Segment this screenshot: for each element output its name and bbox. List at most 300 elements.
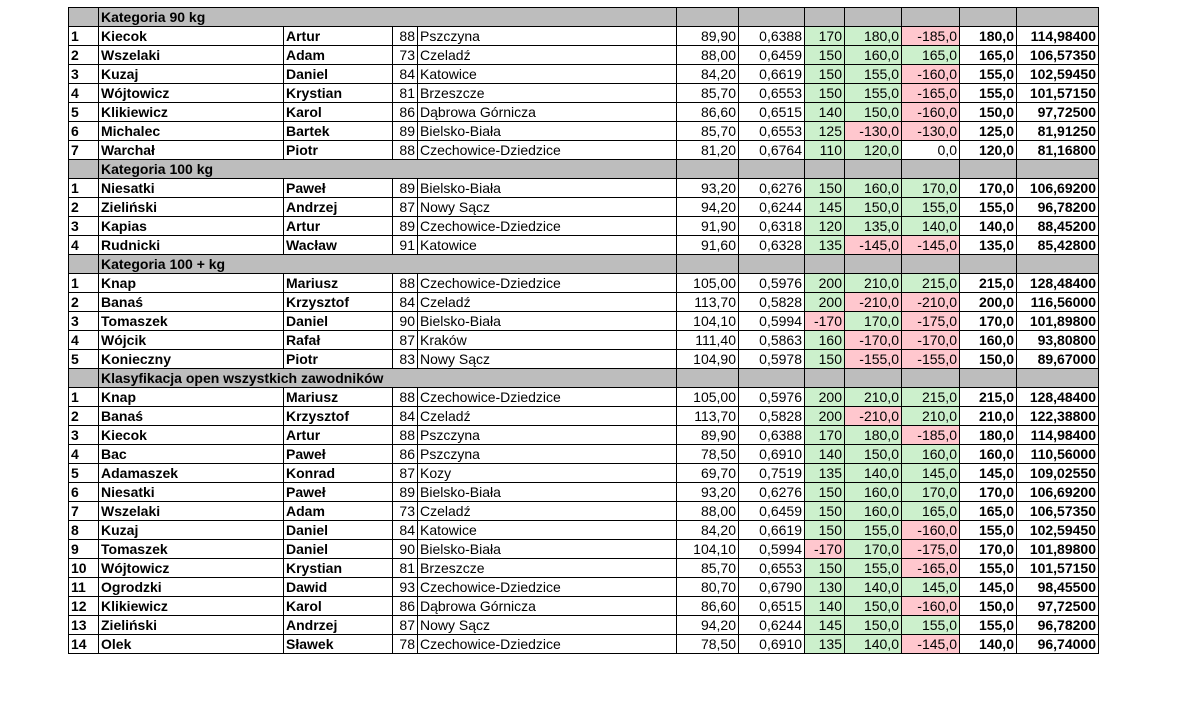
firstname-cell: Dawid bbox=[284, 578, 393, 597]
surname-cell: Wszelaki bbox=[99, 502, 284, 521]
firstname-cell: Artur bbox=[284, 217, 393, 236]
header-blank-cell bbox=[845, 160, 902, 179]
attempt-3-cell: -210,0 bbox=[902, 293, 960, 312]
header-blank-cell bbox=[1017, 160, 1099, 179]
attempt-1-cell: 150 bbox=[805, 179, 845, 198]
city-cell: Czeladź bbox=[418, 407, 677, 426]
birth-year-cell: 88 bbox=[393, 388, 418, 407]
category-title: Kategoria 90 kg bbox=[99, 8, 677, 27]
table-row bbox=[69, 559, 1099, 578]
attempt-3-cell: 140,0 bbox=[902, 217, 960, 236]
attempt-2-cell: 150,0 bbox=[845, 445, 902, 464]
surname-cell: Wójtowicz bbox=[99, 84, 284, 103]
category-header-row bbox=[69, 8, 1099, 27]
points-cell: 122,38800 bbox=[1017, 407, 1099, 426]
result-cell: 215,0 bbox=[960, 388, 1017, 407]
rank-cell: 4 bbox=[69, 84, 99, 103]
result-cell: 160,0 bbox=[960, 331, 1017, 350]
attempt-1-cell: 125 bbox=[805, 122, 845, 141]
attempt-1-cell: 170 bbox=[805, 426, 845, 445]
attempt-2-cell: 155,0 bbox=[845, 84, 902, 103]
firstname-cell: Andrzej bbox=[284, 198, 393, 217]
header-blank-cell bbox=[960, 8, 1017, 27]
city-cell: Czechowice-Dziedzice bbox=[418, 274, 677, 293]
header-blank-cell bbox=[805, 8, 845, 27]
city-cell: Nowy Sącz bbox=[418, 616, 677, 635]
header-blank-cell bbox=[902, 8, 960, 27]
rank-cell: 8 bbox=[69, 521, 99, 540]
birth-year-cell: 83 bbox=[393, 350, 418, 369]
coefficient-cell: 0,5978 bbox=[739, 350, 805, 369]
table-row bbox=[69, 84, 1099, 103]
bodyweight-cell: 104,90 bbox=[677, 350, 739, 369]
firstname-cell: Paweł bbox=[284, 483, 393, 502]
firstname-cell: Karol bbox=[284, 103, 393, 122]
attempt-3-cell: 155,0 bbox=[902, 198, 960, 217]
firstname-cell: Piotr bbox=[284, 350, 393, 369]
table-row bbox=[69, 407, 1099, 426]
bodyweight-cell: 105,00 bbox=[677, 274, 739, 293]
attempt-2-cell: 155,0 bbox=[845, 65, 902, 84]
rank-cell: 2 bbox=[69, 407, 99, 426]
attempt-2-cell: 150,0 bbox=[845, 597, 902, 616]
attempt-3-cell: 165,0 bbox=[902, 46, 960, 65]
birth-year-cell: 78 bbox=[393, 635, 418, 654]
attempt-3-cell: 155,0 bbox=[902, 616, 960, 635]
header-blank-cell bbox=[739, 369, 805, 388]
table-row bbox=[69, 293, 1099, 312]
surname-cell: Klikiewicz bbox=[99, 103, 284, 122]
header-blank-cell bbox=[739, 160, 805, 179]
city-cell: Nowy Sącz bbox=[418, 350, 677, 369]
rank-cell: 2 bbox=[69, 293, 99, 312]
coefficient-cell: 0,6553 bbox=[739, 84, 805, 103]
table-row bbox=[69, 616, 1099, 635]
bodyweight-cell: 81,20 bbox=[677, 141, 739, 160]
birth-year-cell: 84 bbox=[393, 65, 418, 84]
header-blank-cell bbox=[1017, 8, 1099, 27]
result-cell: 145,0 bbox=[960, 464, 1017, 483]
attempt-1-cell: 135 bbox=[805, 635, 845, 654]
city-cell: Bielsko-Biała bbox=[418, 122, 677, 141]
table-row bbox=[69, 597, 1099, 616]
coefficient-cell: 0,6276 bbox=[739, 179, 805, 198]
rank-cell: 2 bbox=[69, 46, 99, 65]
surname-cell: Wójcik bbox=[99, 331, 284, 350]
firstname-cell: Rafał bbox=[284, 331, 393, 350]
surname-cell: Wszelaki bbox=[99, 46, 284, 65]
surname-cell: Knap bbox=[99, 274, 284, 293]
attempt-2-cell: 120,0 bbox=[845, 141, 902, 160]
bodyweight-cell: 91,60 bbox=[677, 236, 739, 255]
city-cell: Dąbrowa Górnicza bbox=[418, 597, 677, 616]
result-cell: 155,0 bbox=[960, 198, 1017, 217]
city-cell: Katowice bbox=[418, 521, 677, 540]
bodyweight-cell: 93,20 bbox=[677, 483, 739, 502]
attempt-3-cell: 210,0 bbox=[902, 407, 960, 426]
rank-cell: 7 bbox=[69, 141, 99, 160]
result-cell: 215,0 bbox=[960, 274, 1017, 293]
surname-cell: Klikiewicz bbox=[99, 597, 284, 616]
city-cell: Brzeszcze bbox=[418, 84, 677, 103]
bodyweight-cell: 94,20 bbox=[677, 198, 739, 217]
attempt-2-cell: 160,0 bbox=[845, 502, 902, 521]
surname-cell: Banaś bbox=[99, 407, 284, 426]
coefficient-cell: 0,5976 bbox=[739, 274, 805, 293]
points-cell: 102,59450 bbox=[1017, 521, 1099, 540]
attempt-1-cell: 170 bbox=[805, 27, 845, 46]
attempt-2-cell: -155,0 bbox=[845, 350, 902, 369]
points-cell: 116,56000 bbox=[1017, 293, 1099, 312]
firstname-cell: Konrad bbox=[284, 464, 393, 483]
attempt-2-cell: 170,0 bbox=[845, 540, 902, 559]
firstname-cell: Paweł bbox=[284, 445, 393, 464]
attempt-2-cell: -210,0 bbox=[845, 407, 902, 426]
table-row bbox=[69, 179, 1099, 198]
rank-cell: 3 bbox=[69, 312, 99, 331]
birth-year-cell: 87 bbox=[393, 464, 418, 483]
points-cell: 97,72500 bbox=[1017, 103, 1099, 122]
attempt-3-cell: -160,0 bbox=[902, 103, 960, 122]
bodyweight-cell: 111,40 bbox=[677, 331, 739, 350]
city-cell: Czechowice-Dziedzice bbox=[418, 635, 677, 654]
rank-cell: 4 bbox=[69, 445, 99, 464]
table-row bbox=[69, 426, 1099, 445]
city-cell: Czeladź bbox=[418, 293, 677, 312]
attempt-1-cell: 130 bbox=[805, 578, 845, 597]
birth-year-cell: 81 bbox=[393, 559, 418, 578]
bodyweight-cell: 113,70 bbox=[677, 293, 739, 312]
bodyweight-cell: 69,70 bbox=[677, 464, 739, 483]
header-blank-cell bbox=[69, 369, 99, 388]
result-cell: 170,0 bbox=[960, 540, 1017, 559]
firstname-cell: Krystian bbox=[284, 559, 393, 578]
coefficient-cell: 0,6459 bbox=[739, 502, 805, 521]
firstname-cell: Mariusz bbox=[284, 274, 393, 293]
points-cell: 96,74000 bbox=[1017, 635, 1099, 654]
bodyweight-cell: 91,90 bbox=[677, 217, 739, 236]
attempt-3-cell: -155,0 bbox=[902, 350, 960, 369]
attempt-3-cell: -175,0 bbox=[902, 540, 960, 559]
result-cell: 150,0 bbox=[960, 350, 1017, 369]
attempt-1-cell: 200 bbox=[805, 293, 845, 312]
table-row bbox=[69, 388, 1099, 407]
bodyweight-cell: 78,50 bbox=[677, 445, 739, 464]
surname-cell: Ogrodzki bbox=[99, 578, 284, 597]
header-blank-cell bbox=[1017, 255, 1099, 274]
header-blank-cell bbox=[902, 255, 960, 274]
bodyweight-cell: 78,50 bbox=[677, 635, 739, 654]
table-row bbox=[69, 236, 1099, 255]
rank-cell: 4 bbox=[69, 236, 99, 255]
attempt-1-cell: 150 bbox=[805, 521, 845, 540]
attempt-3-cell: 0,0 bbox=[902, 141, 960, 160]
points-cell: 101,57150 bbox=[1017, 559, 1099, 578]
result-cell: 125,0 bbox=[960, 122, 1017, 141]
attempt-1-cell: 150 bbox=[805, 84, 845, 103]
header-blank-cell bbox=[960, 160, 1017, 179]
attempt-3-cell: -185,0 bbox=[902, 27, 960, 46]
coefficient-cell: 0,6244 bbox=[739, 616, 805, 635]
attempt-2-cell: 170,0 bbox=[845, 312, 902, 331]
result-cell: 180,0 bbox=[960, 27, 1017, 46]
birth-year-cell: 89 bbox=[393, 217, 418, 236]
rank-cell: 13 bbox=[69, 616, 99, 635]
coefficient-cell: 0,6515 bbox=[739, 103, 805, 122]
header-blank-cell bbox=[739, 255, 805, 274]
firstname-cell: Artur bbox=[284, 426, 393, 445]
attempt-3-cell: -130,0 bbox=[902, 122, 960, 141]
rank-cell: 14 bbox=[69, 635, 99, 654]
rank-cell: 9 bbox=[69, 540, 99, 559]
birth-year-cell: 93 bbox=[393, 578, 418, 597]
surname-cell: Zieliński bbox=[99, 616, 284, 635]
header-blank-cell bbox=[845, 255, 902, 274]
birth-year-cell: 88 bbox=[393, 141, 418, 160]
attempt-3-cell: 165,0 bbox=[902, 502, 960, 521]
points-cell: 93,80800 bbox=[1017, 331, 1099, 350]
attempt-3-cell: 170,0 bbox=[902, 483, 960, 502]
surname-cell: Niesatki bbox=[99, 179, 284, 198]
rank-cell: 12 bbox=[69, 597, 99, 616]
bodyweight-cell: 86,60 bbox=[677, 597, 739, 616]
result-cell: 160,0 bbox=[960, 445, 1017, 464]
header-blank-cell bbox=[960, 369, 1017, 388]
table-row bbox=[69, 27, 1099, 46]
firstname-cell: Karol bbox=[284, 597, 393, 616]
rank-cell: 6 bbox=[69, 483, 99, 502]
birth-year-cell: 89 bbox=[393, 179, 418, 198]
header-blank-cell bbox=[805, 369, 845, 388]
city-cell: Czechowice-Dziedzice bbox=[418, 388, 677, 407]
surname-cell: Tomaszek bbox=[99, 312, 284, 331]
attempt-2-cell: 160,0 bbox=[845, 46, 902, 65]
attempt-1-cell: 140 bbox=[805, 597, 845, 616]
attempt-1-cell: 145 bbox=[805, 198, 845, 217]
result-cell: 170,0 bbox=[960, 483, 1017, 502]
attempt-2-cell: 135,0 bbox=[845, 217, 902, 236]
firstname-cell: Daniel bbox=[284, 65, 393, 84]
birth-year-cell: 86 bbox=[393, 445, 418, 464]
header-blank-cell bbox=[69, 8, 99, 27]
rank-cell: 1 bbox=[69, 274, 99, 293]
coefficient-cell: 0,6515 bbox=[739, 597, 805, 616]
attempt-1-cell: 150 bbox=[805, 65, 845, 84]
table-row bbox=[69, 502, 1099, 521]
firstname-cell: Adam bbox=[284, 46, 393, 65]
result-cell: 120,0 bbox=[960, 141, 1017, 160]
table-row bbox=[69, 122, 1099, 141]
table-row bbox=[69, 103, 1099, 122]
surname-cell: Tomaszek bbox=[99, 540, 284, 559]
attempt-2-cell: 160,0 bbox=[845, 179, 902, 198]
birth-year-cell: 90 bbox=[393, 540, 418, 559]
table-row bbox=[69, 331, 1099, 350]
attempt-3-cell: -165,0 bbox=[902, 84, 960, 103]
rank-cell: 5 bbox=[69, 103, 99, 122]
table-row bbox=[69, 483, 1099, 502]
bodyweight-cell: 89,90 bbox=[677, 426, 739, 445]
rank-cell: 3 bbox=[69, 217, 99, 236]
points-cell: 98,45500 bbox=[1017, 578, 1099, 597]
category-title: Kategoria 100 kg bbox=[99, 160, 677, 179]
points-cell: 106,69200 bbox=[1017, 179, 1099, 198]
points-cell: 106,69200 bbox=[1017, 483, 1099, 502]
surname-cell: Warchał bbox=[99, 141, 284, 160]
header-blank-cell bbox=[845, 369, 902, 388]
points-cell: 114,98400 bbox=[1017, 27, 1099, 46]
birth-year-cell: 87 bbox=[393, 331, 418, 350]
coefficient-cell: 0,5976 bbox=[739, 388, 805, 407]
attempt-2-cell: 150,0 bbox=[845, 198, 902, 217]
table-row bbox=[69, 635, 1099, 654]
category-header-row bbox=[69, 369, 1099, 388]
points-cell: 89,67000 bbox=[1017, 350, 1099, 369]
attempt-3-cell: -160,0 bbox=[902, 65, 960, 84]
coefficient-cell: 0,6459 bbox=[739, 46, 805, 65]
city-cell: Katowice bbox=[418, 65, 677, 84]
points-cell: 81,91250 bbox=[1017, 122, 1099, 141]
attempt-1-cell: 150 bbox=[805, 559, 845, 578]
bodyweight-cell: 105,00 bbox=[677, 388, 739, 407]
attempt-3-cell: -165,0 bbox=[902, 559, 960, 578]
city-cell: Bielsko-Biała bbox=[418, 483, 677, 502]
bodyweight-cell: 113,70 bbox=[677, 407, 739, 426]
firstname-cell: Daniel bbox=[284, 521, 393, 540]
surname-cell: Olek bbox=[99, 635, 284, 654]
birth-year-cell: 73 bbox=[393, 46, 418, 65]
birth-year-cell: 90 bbox=[393, 312, 418, 331]
header-blank-cell bbox=[677, 160, 739, 179]
result-cell: 140,0 bbox=[960, 217, 1017, 236]
attempt-1-cell: 140 bbox=[805, 103, 845, 122]
attempt-3-cell: -160,0 bbox=[902, 521, 960, 540]
city-cell: Katowice bbox=[418, 236, 677, 255]
header-blank-cell bbox=[739, 8, 805, 27]
attempt-3-cell: -160,0 bbox=[902, 597, 960, 616]
coefficient-cell: 0,5828 bbox=[739, 407, 805, 426]
surname-cell: Adamaszek bbox=[99, 464, 284, 483]
attempt-2-cell: 180,0 bbox=[845, 27, 902, 46]
city-cell: Czechowice-Dziedzice bbox=[418, 578, 677, 597]
city-cell: Bielsko-Biała bbox=[418, 179, 677, 198]
points-cell: 106,57350 bbox=[1017, 46, 1099, 65]
table-row bbox=[69, 198, 1099, 217]
attempt-2-cell: 155,0 bbox=[845, 521, 902, 540]
header-blank-cell bbox=[69, 255, 99, 274]
result-cell: 210,0 bbox=[960, 407, 1017, 426]
city-cell: Kozy bbox=[418, 464, 677, 483]
attempt-1-cell: 150 bbox=[805, 46, 845, 65]
city-cell: Dąbrowa Górnicza bbox=[418, 103, 677, 122]
rank-cell: 6 bbox=[69, 122, 99, 141]
result-cell: 155,0 bbox=[960, 521, 1017, 540]
attempt-3-cell: -185,0 bbox=[902, 426, 960, 445]
coefficient-cell: 0,6619 bbox=[739, 521, 805, 540]
result-cell: 200,0 bbox=[960, 293, 1017, 312]
birth-year-cell: 88 bbox=[393, 27, 418, 46]
results-table bbox=[68, 7, 1099, 654]
table-row bbox=[69, 445, 1099, 464]
points-cell: 96,78200 bbox=[1017, 198, 1099, 217]
table-row bbox=[69, 350, 1099, 369]
attempt-2-cell: 140,0 bbox=[845, 578, 902, 597]
attempt-1-cell: 145 bbox=[805, 616, 845, 635]
points-cell: 88,45200 bbox=[1017, 217, 1099, 236]
city-cell: Czechowice-Dziedzice bbox=[418, 217, 677, 236]
table-row bbox=[69, 217, 1099, 236]
attempt-2-cell: -130,0 bbox=[845, 122, 902, 141]
attempt-1-cell: 150 bbox=[805, 483, 845, 502]
attempt-1-cell: 160 bbox=[805, 331, 845, 350]
rank-cell: 3 bbox=[69, 65, 99, 84]
birth-year-cell: 89 bbox=[393, 483, 418, 502]
coefficient-cell: 0,6553 bbox=[739, 559, 805, 578]
birth-year-cell: 84 bbox=[393, 293, 418, 312]
rank-cell: 1 bbox=[69, 27, 99, 46]
header-blank-cell bbox=[69, 160, 99, 179]
bodyweight-cell: 94,20 bbox=[677, 616, 739, 635]
city-cell: Brzeszcze bbox=[418, 559, 677, 578]
firstname-cell: Mariusz bbox=[284, 388, 393, 407]
points-cell: 110,56000 bbox=[1017, 445, 1099, 464]
points-cell: 106,57350 bbox=[1017, 502, 1099, 521]
attempt-3-cell: 160,0 bbox=[902, 445, 960, 464]
bodyweight-cell: 84,20 bbox=[677, 521, 739, 540]
result-cell: 150,0 bbox=[960, 597, 1017, 616]
points-cell: 97,72500 bbox=[1017, 597, 1099, 616]
coefficient-cell: 0,6619 bbox=[739, 65, 805, 84]
attempt-2-cell: -170,0 bbox=[845, 331, 902, 350]
table-row bbox=[69, 540, 1099, 559]
surname-cell: Zieliński bbox=[99, 198, 284, 217]
firstname-cell: Wacław bbox=[284, 236, 393, 255]
attempt-2-cell: 155,0 bbox=[845, 559, 902, 578]
points-cell: 109,02550 bbox=[1017, 464, 1099, 483]
bodyweight-cell: 104,10 bbox=[677, 312, 739, 331]
attempt-1-cell: 140 bbox=[805, 445, 845, 464]
result-cell: 135,0 bbox=[960, 236, 1017, 255]
table-row bbox=[69, 521, 1099, 540]
firstname-cell: Daniel bbox=[284, 312, 393, 331]
category-title: Klasyfikacja open wszystkich zawodników bbox=[99, 369, 677, 388]
table-row bbox=[69, 578, 1099, 597]
header-blank-cell bbox=[677, 255, 739, 274]
city-cell: Bielsko-Biała bbox=[418, 312, 677, 331]
coefficient-cell: 0,5994 bbox=[739, 312, 805, 331]
header-blank-cell bbox=[902, 369, 960, 388]
city-cell: Czechowice-Dziedzice bbox=[418, 141, 677, 160]
attempt-2-cell: 140,0 bbox=[845, 464, 902, 483]
firstname-cell: Andrzej bbox=[284, 616, 393, 635]
header-blank-cell bbox=[845, 8, 902, 27]
result-cell: 180,0 bbox=[960, 426, 1017, 445]
attempt-2-cell: 160,0 bbox=[845, 483, 902, 502]
bodyweight-cell: 93,20 bbox=[677, 179, 739, 198]
firstname-cell: Paweł bbox=[284, 179, 393, 198]
birth-year-cell: 86 bbox=[393, 597, 418, 616]
header-blank-cell bbox=[902, 160, 960, 179]
points-cell: 85,42800 bbox=[1017, 236, 1099, 255]
points-cell: 101,89800 bbox=[1017, 312, 1099, 331]
bodyweight-cell: 88,00 bbox=[677, 46, 739, 65]
surname-cell: Niesatki bbox=[99, 483, 284, 502]
points-cell: 102,59450 bbox=[1017, 65, 1099, 84]
attempt-1-cell: 150 bbox=[805, 502, 845, 521]
attempt-2-cell: 150,0 bbox=[845, 616, 902, 635]
surname-cell: Michalec bbox=[99, 122, 284, 141]
surname-cell: Knap bbox=[99, 388, 284, 407]
